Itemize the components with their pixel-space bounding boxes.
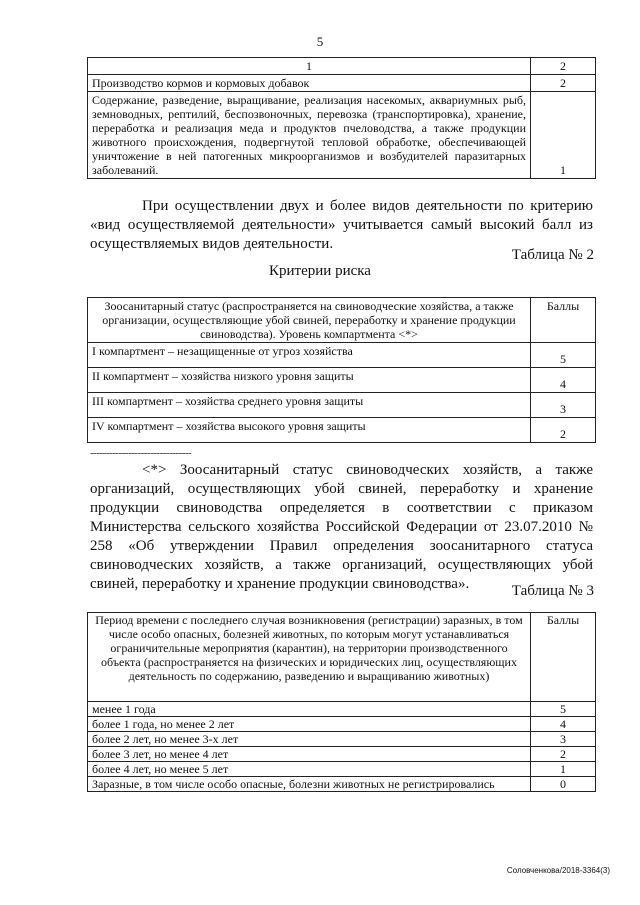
row-score: 1 bbox=[531, 92, 596, 179]
row-text: Производство кормов и кормовых добавок bbox=[88, 75, 531, 92]
table-header-row bbox=[88, 613, 596, 702]
row-score: 3 bbox=[531, 732, 596, 747]
table-row bbox=[88, 777, 596, 792]
header-cell: 2 bbox=[531, 58, 596, 75]
disease-period-table bbox=[87, 612, 596, 792]
header-cell: Период времени с последнего случая возникновения (регистрации) заразных, в том числе особо опасных, болезней животных, по которым могут устанавливаться ограничительные мероприятия (карантин), на территории производственного объекта (распространяется на физических и юридических лиц, осуществляющих деятельность по содержанию, разведению и выращиванию животных) bbox=[88, 613, 531, 702]
row-text: менее 1 года bbox=[88, 702, 531, 717]
header-score-cell: Баллы bbox=[531, 613, 596, 702]
row-text: Содержание, разведение, выращивание, реализация насекомых, аквариумных рыб, земноводных, рептилий, беспозвоночных, перевозка (транспортировка), хранение, переработка и реализация меда и продуктов пчеловодства, а также продукции животного происхождения, подвергнутой тепловой обработке, обеспечивающей уничтожение в ней патогенных микроорганизмов и возбудителей паразитарных заболеваний. bbox=[88, 92, 531, 179]
table-row bbox=[88, 732, 596, 747]
zoosanitary-table bbox=[87, 297, 596, 443]
row-score: 4 bbox=[531, 368, 596, 393]
row-score: 3 bbox=[531, 393, 596, 418]
table-row bbox=[88, 747, 596, 762]
row-score: 5 bbox=[531, 702, 596, 717]
row-text: III компартмент – хозяйства среднего уровня защиты bbox=[88, 393, 531, 418]
row-score: 4 bbox=[531, 717, 596, 732]
table-row bbox=[88, 393, 596, 418]
table-header-row bbox=[88, 58, 596, 75]
row-score: 2 bbox=[531, 75, 596, 92]
row-text: II компартмент – хозяйства низкого уровня защиты bbox=[88, 368, 531, 393]
page-number: 5 bbox=[316, 34, 324, 49]
table-header-row bbox=[88, 298, 596, 343]
header-score-cell: Баллы bbox=[531, 298, 596, 343]
row-text: более 4 лет, но менее 5 лет bbox=[88, 762, 531, 777]
row-score: 1 bbox=[531, 762, 596, 777]
header-cell: 1 bbox=[88, 58, 531, 75]
row-text: более 2 лет, но менее 3-х лет bbox=[88, 732, 531, 747]
row-text: I компартмент – незащищенные от угроз хозяйства bbox=[88, 343, 531, 368]
paragraph: При осуществлении двух и более видов деятельности по критерию «вид осуществляемой деятельности» учитывается самый высокий балл из осуществляемых видов деятельности. bbox=[90, 198, 593, 252]
table-row bbox=[88, 368, 596, 393]
row-text: IV компартмент – хозяйства высокого уровня защиты bbox=[88, 418, 531, 443]
footnote-separator: -------------------------------- bbox=[90, 447, 192, 459]
table-row bbox=[88, 702, 596, 717]
table-row bbox=[88, 92, 596, 179]
row-score: 5 bbox=[531, 343, 596, 368]
row-score: 2 bbox=[531, 418, 596, 443]
table-label: Таблица № 3 bbox=[511, 583, 594, 599]
table-row bbox=[88, 75, 596, 92]
footnote: <*> Зоосанитарный статус свиноводческих хозяйств, а также организаций, осуществляющих убой свиней, переработку и хранение продукции свиноводства определяется в соответствии с приказом Министерства сельского хозяйства Российской Федерации от 23.07.2010 № 258 «Об утверждении Правил определения зоосанитарного статуса свиноводческих хозяйств, а также организаций, осуществляющих убой свиней, переработку и хранение продукции свиноводства». bbox=[90, 462, 593, 592]
table-row bbox=[88, 717, 596, 732]
table-row bbox=[88, 418, 596, 443]
row-text: более 3 лет, но менее 4 лет bbox=[88, 747, 531, 762]
row-text: Заразные, в том числе особо опасные, болезни животных не регистрировались bbox=[88, 777, 531, 792]
row-score: 2 bbox=[531, 747, 596, 762]
table-caption: Критерии риска bbox=[269, 263, 371, 279]
row-score: 0 bbox=[531, 777, 596, 792]
row-text: более 1 года, но менее 2 лет bbox=[88, 717, 531, 732]
header-cell: Зоосанитарный статус (распространяется на свиноводческие хозяйства, а также организации, осуществляющие убой свиней, переработку и хранение продукции свиноводства). Уровень компартмента <*> bbox=[88, 298, 531, 343]
activity-table bbox=[87, 57, 596, 179]
table-label: Таблица № 2 bbox=[511, 247, 594, 263]
table-row bbox=[88, 343, 596, 368]
table-row bbox=[88, 762, 596, 777]
document-footer: Соловченкова/2018-3364(3) bbox=[506, 866, 610, 875]
